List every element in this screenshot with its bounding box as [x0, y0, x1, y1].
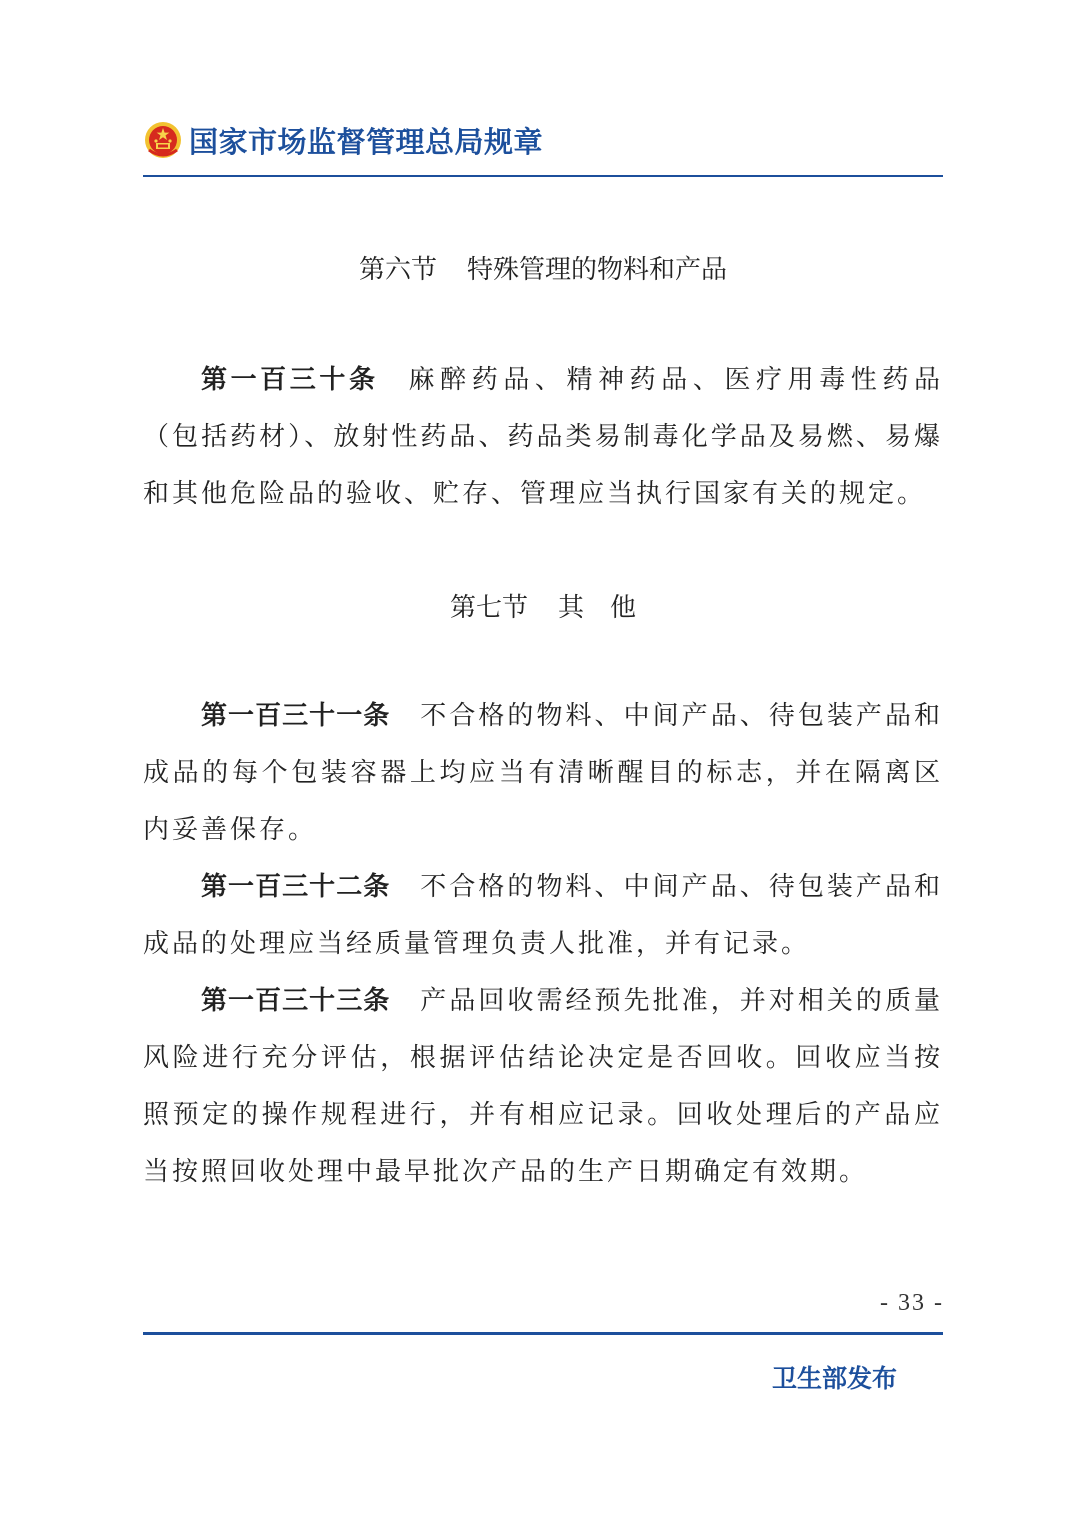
article-text: 不合格的物料、中间产品、待包装产品和成品的处理应当经质量管理负责人批准，并有记录。	[143, 872, 943, 959]
article-number: 第一百三十条	[201, 365, 379, 395]
footer-divider	[143, 1332, 943, 1335]
document-header	[143, 112, 943, 168]
article-number: 第一百三十三条	[201, 986, 391, 1016]
article-paragraph	[143, 973, 943, 1201]
article-number: 第一百三十一条	[201, 701, 391, 731]
national-emblem-icon	[143, 120, 183, 160]
section-title: 特殊管理的物料和产品	[467, 255, 728, 285]
article-text: 产品回收需经预先批准，并对相关的质量风险进行充分评估，根据评估结论决定是否回收。回收应当按照预定的操作规程进行，并有相应记录。回收处理后的产品应当按照回收处理中最早批次产品的生产日期确定有效期。	[143, 986, 943, 1187]
article-number: 第一百三十二条	[201, 872, 391, 902]
publisher-label: 卫生部发布	[771, 1364, 897, 1393]
section-number: 第六节	[358, 255, 437, 285]
section-heading	[143, 240, 943, 300]
article-text: 不合格的物料、中间产品、待包装产品和成品的每个包装容器上均应当有清晰醒目的标志，并在隔离区内妥善保存。	[143, 701, 943, 845]
section-heading	[143, 578, 943, 638]
document-body	[143, 240, 943, 1201]
article-paragraph	[143, 859, 943, 973]
section-title: 其 他	[558, 593, 637, 623]
article-text: 麻醉药品、精神药品、医疗用毒性药品（包括药材）、放射性药品、药品类易制毒化学品及易燃、易爆和其他危险品的验收、贮存、管理应当执行国家有关的规定。	[143, 365, 943, 509]
article-paragraph	[143, 688, 943, 859]
page-number: - 33 -	[880, 1290, 944, 1316]
header-divider	[143, 175, 943, 177]
section-number: 第七节	[449, 593, 528, 623]
header-title: 国家市场监督管理总局规章	[189, 124, 544, 159]
article-paragraph	[143, 352, 943, 523]
